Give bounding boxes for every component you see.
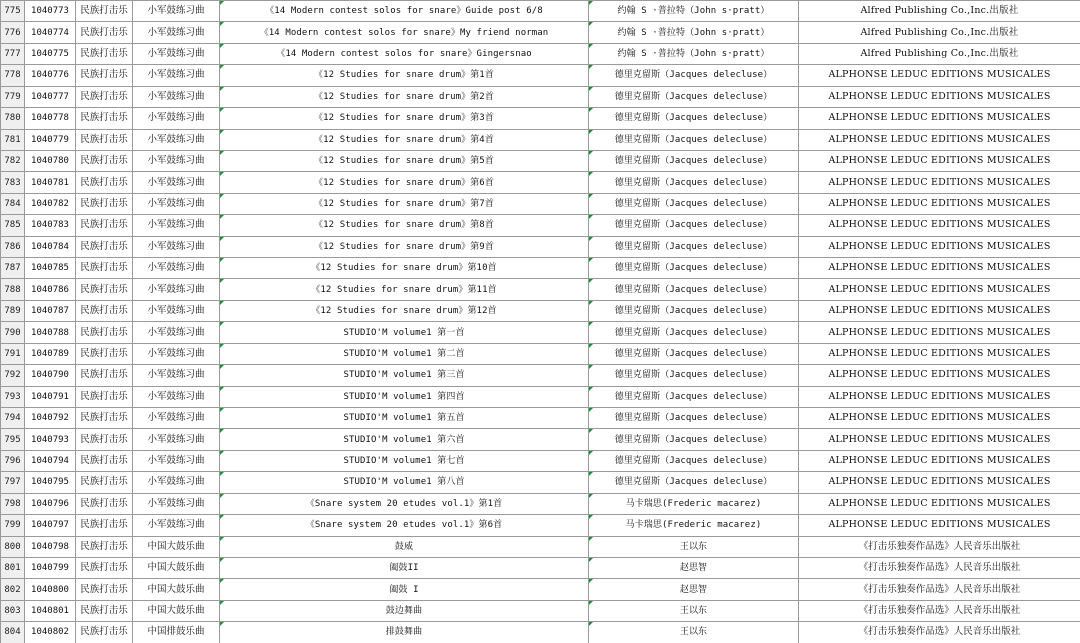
composer-cell[interactable]: 德里克留斯（Jacques delecluse） xyxy=(589,408,799,429)
subcategory-cell[interactable]: 小军鼓练习曲 xyxy=(133,236,220,257)
title-cell[interactable]: 《12 Studies for snare drum》第11首 xyxy=(220,279,589,300)
composer-cell[interactable]: 德里克留斯（Jacques delecluse） xyxy=(589,279,799,300)
title-cell[interactable]: 《12 Studies for snare drum》第1首 xyxy=(220,65,589,86)
category-cell[interactable]: 民族打击乐 xyxy=(76,622,133,643)
subcategory-cell[interactable]: 小军鼓练习曲 xyxy=(133,22,220,43)
table-row xyxy=(1,322,1080,343)
title-cell[interactable]: STUDIO'M volume1 第七首 xyxy=(220,450,589,471)
row-number-cell[interactable]: 787 xyxy=(1,258,25,279)
publisher-cell[interactable]: Alfred Publishing Co.,Inc.出版社 xyxy=(799,1,1080,22)
subcategory-cell[interactable]: 小军鼓练习曲 xyxy=(133,215,220,236)
subcategory-cell[interactable]: 中国大鼓乐曲 xyxy=(133,600,220,621)
subcategory-cell[interactable]: 小军鼓练习曲 xyxy=(133,365,220,386)
composer-cell[interactable]: 马卡瑞思(Frederic macarez) xyxy=(589,515,799,536)
title-cell[interactable]: 《12 Studies for snare drum》第2首 xyxy=(220,86,589,107)
composer-cell[interactable]: 马卡瑞思(Frederic macarez) xyxy=(589,493,799,514)
subcategory-cell[interactable]: 小军鼓练习曲 xyxy=(133,258,220,279)
composer-cell[interactable]: 赵思智 xyxy=(589,557,799,578)
row-number-cell[interactable]: 793 xyxy=(1,386,25,407)
subcategory-cell[interactable]: 小军鼓练习曲 xyxy=(133,1,220,22)
row-number-cell[interactable]: 795 xyxy=(1,429,25,450)
subcategory-cell[interactable]: 小军鼓练习曲 xyxy=(133,86,220,107)
publisher-cell[interactable]: 《打击乐独奏作品选》人民音乐出版社 xyxy=(799,557,1080,578)
category-cell[interactable]: 民族打击乐 xyxy=(76,557,133,578)
publisher-cell[interactable]: ALPHONSE LEDUC EDITIONS MUSICALES xyxy=(799,450,1080,471)
publisher-cell[interactable]: ALPHONSE LEDUC EDITIONS MUSICALES xyxy=(799,515,1080,536)
category-cell[interactable]: 民族打击乐 xyxy=(76,386,133,407)
title-cell[interactable]: 《12 Studies for snare drum》第7首 xyxy=(220,193,589,214)
subcategory-cell[interactable]: 小军鼓练习曲 xyxy=(133,343,220,364)
publisher-cell[interactable]: ALPHONSE LEDUC EDITIONS MUSICALES xyxy=(799,258,1080,279)
table-row xyxy=(1,236,1080,257)
category-cell[interactable]: 民族打击乐 xyxy=(76,215,133,236)
publisher-cell[interactable]: ALPHONSE LEDUC EDITIONS MUSICALES xyxy=(799,386,1080,407)
publisher-cell[interactable]: ALPHONSE LEDUC EDITIONS MUSICALES xyxy=(799,236,1080,257)
title-cell[interactable]: 阖鼓II xyxy=(220,557,589,578)
publisher-cell[interactable]: 《打击乐独奏作品选》人民音乐出版社 xyxy=(799,579,1080,600)
category-cell[interactable]: 民族打击乐 xyxy=(76,343,133,364)
row-number-cell[interactable]: 780 xyxy=(1,108,25,129)
table-row xyxy=(1,108,1080,129)
composer-cell[interactable]: 王以东 xyxy=(589,600,799,621)
table-row xyxy=(1,429,1080,450)
subcategory-cell[interactable]: 小军鼓练习曲 xyxy=(133,322,220,343)
publisher-cell[interactable]: 《打击乐独奏作品选》人民音乐出版社 xyxy=(799,600,1080,621)
subcategory-cell[interactable]: 小军鼓练习曲 xyxy=(133,472,220,493)
composer-cell[interactable]: 德里克留斯（Jacques delecluse） xyxy=(589,129,799,150)
category-cell[interactable]: 民族打击乐 xyxy=(76,258,133,279)
composer-cell[interactable]: 德里克留斯（Jacques delecluse） xyxy=(589,215,799,236)
row-number-cell[interactable]: 775 xyxy=(1,1,25,22)
composer-cell[interactable]: 德里克留斯（Jacques delecluse） xyxy=(589,450,799,471)
composer-cell[interactable]: 约翰 S ·普拉特（John s·pratt） xyxy=(589,22,799,43)
subcategory-cell[interactable]: 小军鼓练习曲 xyxy=(133,515,220,536)
item-id-cell[interactable]: 1040801 xyxy=(25,600,76,621)
row-number-cell[interactable]: 777 xyxy=(1,43,25,64)
category-cell[interactable]: 民族打击乐 xyxy=(76,600,133,621)
category-cell[interactable]: 民族打击乐 xyxy=(76,536,133,557)
item-id-cell[interactable]: 1040779 xyxy=(25,129,76,150)
category-cell[interactable]: 民族打击乐 xyxy=(76,108,133,129)
row-number-cell[interactable]: 801 xyxy=(1,557,25,578)
publisher-cell[interactable]: ALPHONSE LEDUC EDITIONS MUSICALES xyxy=(799,343,1080,364)
item-id-cell[interactable]: 1040775 xyxy=(25,43,76,64)
title-cell[interactable]: STUDIO'M volume1 第三首 xyxy=(220,365,589,386)
row-number-cell[interactable]: 800 xyxy=(1,536,25,557)
subcategory-cell[interactable]: 小军鼓练习曲 xyxy=(133,450,220,471)
composer-cell[interactable]: 王以东 xyxy=(589,622,799,643)
composer-cell[interactable]: 约翰 S ·普拉特（John s·pratt） xyxy=(589,43,799,64)
row-number-cell[interactable]: 799 xyxy=(1,515,25,536)
item-id-cell[interactable]: 1040777 xyxy=(25,86,76,107)
item-id-cell[interactable]: 1040782 xyxy=(25,193,76,214)
title-cell[interactable]: 《Snare system 20 etudes vol.1》第6首 xyxy=(220,515,589,536)
publisher-cell[interactable]: ALPHONSE LEDUC EDITIONS MUSICALES xyxy=(799,172,1080,193)
subcategory-cell[interactable]: 小军鼓练习曲 xyxy=(133,408,220,429)
composer-cell[interactable]: 德里克留斯（Jacques delecluse） xyxy=(589,258,799,279)
item-id-cell[interactable]: 1040788 xyxy=(25,322,76,343)
table-row xyxy=(1,279,1080,300)
composer-cell[interactable]: 德里克留斯（Jacques delecluse） xyxy=(589,150,799,171)
subcategory-cell[interactable]: 小军鼓练习曲 xyxy=(133,129,220,150)
table-row xyxy=(1,193,1080,214)
category-cell[interactable]: 民族打击乐 xyxy=(76,300,133,321)
category-cell[interactable]: 民族打击乐 xyxy=(76,65,133,86)
item-id-cell[interactable]: 1040794 xyxy=(25,450,76,471)
title-cell[interactable]: STUDIO'M volume1 第四首 xyxy=(220,386,589,407)
table-row xyxy=(1,600,1080,621)
category-cell[interactable]: 民族打击乐 xyxy=(76,43,133,64)
title-cell[interactable]: 《12 Studies for snare drum》第5首 xyxy=(220,150,589,171)
table-row xyxy=(1,43,1080,64)
title-cell[interactable]: 《Snare system 20 etudes vol.1》第1首 xyxy=(220,493,589,514)
composer-cell[interactable]: 德里克留斯（Jacques delecluse） xyxy=(589,300,799,321)
row-number-cell[interactable]: 784 xyxy=(1,193,25,214)
row-number-cell[interactable]: 789 xyxy=(1,300,25,321)
item-id-cell[interactable]: 1040802 xyxy=(25,622,76,643)
title-cell[interactable]: 《12 Studies for snare drum》第6首 xyxy=(220,172,589,193)
publisher-cell[interactable]: ALPHONSE LEDUC EDITIONS MUSICALES xyxy=(799,108,1080,129)
item-id-cell[interactable]: 1040799 xyxy=(25,557,76,578)
item-id-cell[interactable]: 1040774 xyxy=(25,22,76,43)
publisher-cell[interactable]: ALPHONSE LEDUC EDITIONS MUSICALES xyxy=(799,408,1080,429)
row-number-cell[interactable]: 778 xyxy=(1,65,25,86)
table-row xyxy=(1,493,1080,514)
title-cell[interactable]: STUDIO'M volume1 第八首 xyxy=(220,472,589,493)
publisher-cell[interactable]: ALPHONSE LEDUC EDITIONS MUSICALES xyxy=(799,429,1080,450)
category-cell[interactable]: 民族打击乐 xyxy=(76,150,133,171)
row-number-cell[interactable]: 788 xyxy=(1,279,25,300)
table-row xyxy=(1,86,1080,107)
row-number-cell[interactable]: 803 xyxy=(1,600,25,621)
item-id-cell[interactable]: 1040785 xyxy=(25,258,76,279)
table-row xyxy=(1,557,1080,578)
publisher-cell[interactable]: ALPHONSE LEDUC EDITIONS MUSICALES xyxy=(799,129,1080,150)
composer-cell[interactable]: 德里克留斯（Jacques delecluse） xyxy=(589,86,799,107)
item-id-cell[interactable]: 1040783 xyxy=(25,215,76,236)
composer-cell[interactable]: 德里克留斯（Jacques delecluse） xyxy=(589,429,799,450)
item-id-cell[interactable]: 1040793 xyxy=(25,429,76,450)
table-row xyxy=(1,343,1080,364)
publisher-cell[interactable]: ALPHONSE LEDUC EDITIONS MUSICALES xyxy=(799,150,1080,171)
subcategory-cell[interactable]: 小军鼓练习曲 xyxy=(133,386,220,407)
subcategory-cell[interactable]: 中国排鼓乐曲 xyxy=(133,622,220,643)
item-id-cell[interactable]: 1040797 xyxy=(25,515,76,536)
category-cell[interactable]: 民族打击乐 xyxy=(76,236,133,257)
subcategory-cell[interactable]: 小军鼓练习曲 xyxy=(133,43,220,64)
item-id-cell[interactable]: 1040776 xyxy=(25,65,76,86)
row-number-cell[interactable]: 794 xyxy=(1,408,25,429)
category-cell[interactable]: 民族打击乐 xyxy=(76,172,133,193)
subcategory-cell[interactable]: 小军鼓练习曲 xyxy=(133,429,220,450)
table-row xyxy=(1,515,1080,536)
category-cell[interactable]: 民族打击乐 xyxy=(76,450,133,471)
composer-cell[interactable]: 约翰 S ·普拉特（John s·pratt） xyxy=(589,1,799,22)
title-cell[interactable]: 《12 Studies for snare drum》第10首 xyxy=(220,258,589,279)
title-cell[interactable]: STUDIO'M volume1 第二首 xyxy=(220,343,589,364)
publisher-cell[interactable]: Alfred Publishing Co.,Inc.出版社 xyxy=(799,22,1080,43)
publisher-cell[interactable]: Alfred Publishing Co.,Inc.出版社 xyxy=(799,43,1080,64)
category-cell[interactable]: 民族打击乐 xyxy=(76,22,133,43)
publisher-cell[interactable]: ALPHONSE LEDUC EDITIONS MUSICALES xyxy=(799,86,1080,107)
table-row xyxy=(1,472,1080,493)
item-id-cell[interactable]: 1040789 xyxy=(25,343,76,364)
category-cell[interactable]: 民族打击乐 xyxy=(76,193,133,214)
category-cell[interactable]: 民族打击乐 xyxy=(76,129,133,150)
row-number-cell[interactable]: 786 xyxy=(1,236,25,257)
category-cell[interactable]: 民族打击乐 xyxy=(76,365,133,386)
category-cell[interactable]: 民族打击乐 xyxy=(76,429,133,450)
table-row xyxy=(1,386,1080,407)
composer-cell[interactable]: 德里克留斯（Jacques delecluse） xyxy=(589,343,799,364)
title-cell[interactable]: 《14 Modern contest solos for snare》Gingersnao xyxy=(220,43,589,64)
subcategory-cell[interactable]: 中国大鼓乐曲 xyxy=(133,536,220,557)
composer-cell[interactable]: 赵思智 xyxy=(589,579,799,600)
composer-cell[interactable]: 德里克留斯（Jacques delecluse） xyxy=(589,472,799,493)
item-id-cell[interactable]: 1040792 xyxy=(25,408,76,429)
composer-cell[interactable]: 德里克留斯（Jacques delecluse） xyxy=(589,172,799,193)
title-cell[interactable]: STUDIO'M volume1 第一首 xyxy=(220,322,589,343)
category-cell[interactable]: 民族打击乐 xyxy=(76,515,133,536)
publisher-cell[interactable]: ALPHONSE LEDUC EDITIONS MUSICALES xyxy=(799,472,1080,493)
composer-cell[interactable]: 德里克留斯（Jacques delecluse） xyxy=(589,365,799,386)
item-id-cell[interactable]: 1040780 xyxy=(25,150,76,171)
publisher-cell[interactable]: ALPHONSE LEDUC EDITIONS MUSICALES xyxy=(799,279,1080,300)
item-id-cell[interactable]: 1040790 xyxy=(25,365,76,386)
category-cell[interactable]: 民族打击乐 xyxy=(76,1,133,22)
publisher-cell[interactable]: 《打击乐独奏作品选》人民音乐出版社 xyxy=(799,536,1080,557)
row-number-cell[interactable]: 797 xyxy=(1,472,25,493)
category-cell[interactable]: 民族打击乐 xyxy=(76,408,133,429)
subcategory-cell[interactable]: 小军鼓练习曲 xyxy=(133,300,220,321)
subcategory-cell[interactable]: 小军鼓练习曲 xyxy=(133,193,220,214)
category-cell[interactable]: 民族打击乐 xyxy=(76,579,133,600)
item-id-cell[interactable]: 1040786 xyxy=(25,279,76,300)
table-row xyxy=(1,150,1080,171)
table-row xyxy=(1,258,1080,279)
title-cell[interactable]: 《12 Studies for snare drum》第4首 xyxy=(220,129,589,150)
item-id-cell[interactable]: 1040781 xyxy=(25,172,76,193)
category-cell[interactable]: 民族打击乐 xyxy=(76,279,133,300)
title-cell[interactable]: 《14 Modern contest solos for snare》Guide post 6/8 xyxy=(220,1,589,22)
title-cell[interactable]: 《12 Studies for snare drum》第12首 xyxy=(220,300,589,321)
item-id-cell[interactable]: 1040791 xyxy=(25,386,76,407)
table-row xyxy=(1,579,1080,600)
item-id-cell[interactable]: 1040800 xyxy=(25,579,76,600)
publisher-cell[interactable]: ALPHONSE LEDUC EDITIONS MUSICALES xyxy=(799,193,1080,214)
title-cell[interactable]: 《14 Modern contest solos for snare》My friend norman xyxy=(220,22,589,43)
composer-cell[interactable]: 德里克留斯（Jacques delecluse） xyxy=(589,386,799,407)
table-row xyxy=(1,365,1080,386)
composer-cell[interactable]: 德里克留斯（Jacques delecluse） xyxy=(589,236,799,257)
category-cell[interactable]: 民族打击乐 xyxy=(76,472,133,493)
table-row xyxy=(1,408,1080,429)
table-row xyxy=(1,1,1080,22)
table-body xyxy=(1,1,1080,643)
subcategory-cell[interactable]: 中国大鼓乐曲 xyxy=(133,579,220,600)
subcategory-cell[interactable]: 小军鼓练习曲 xyxy=(133,108,220,129)
item-id-cell[interactable]: 1040784 xyxy=(25,236,76,257)
item-id-cell[interactable]: 1040798 xyxy=(25,536,76,557)
category-cell[interactable]: 民族打击乐 xyxy=(76,493,133,514)
subcategory-cell[interactable]: 小军鼓练习曲 xyxy=(133,150,220,171)
item-id-cell[interactable]: 1040773 xyxy=(25,1,76,22)
item-id-cell[interactable]: 1040778 xyxy=(25,108,76,129)
title-cell[interactable]: 阖鼓 I xyxy=(220,579,589,600)
item-id-cell[interactable]: 1040795 xyxy=(25,472,76,493)
row-number-cell[interactable]: 804 xyxy=(1,622,25,643)
item-id-cell[interactable]: 1040796 xyxy=(25,493,76,514)
title-cell[interactable]: 《12 Studies for snare drum》第9首 xyxy=(220,236,589,257)
subcategory-cell[interactable]: 小军鼓练习曲 xyxy=(133,493,220,514)
composer-cell[interactable]: 德里克留斯（Jacques delecluse） xyxy=(589,322,799,343)
row-number-cell[interactable]: 791 xyxy=(1,343,25,364)
subcategory-cell[interactable]: 小军鼓练习曲 xyxy=(133,65,220,86)
table-row xyxy=(1,300,1080,321)
row-number-cell[interactable]: 796 xyxy=(1,450,25,471)
item-id-cell[interactable]: 1040787 xyxy=(25,300,76,321)
table-row xyxy=(1,622,1080,643)
row-number-cell[interactable]: 792 xyxy=(1,365,25,386)
category-cell[interactable]: 民族打击乐 xyxy=(76,86,133,107)
publisher-cell[interactable]: ALPHONSE LEDUC EDITIONS MUSICALES xyxy=(799,322,1080,343)
title-cell[interactable]: 《12 Studies for snare drum》第3首 xyxy=(220,108,589,129)
title-cell[interactable]: 排鼓舞曲 xyxy=(220,622,589,643)
publisher-cell[interactable]: ALPHONSE LEDUC EDITIONS MUSICALES xyxy=(799,65,1080,86)
title-cell[interactable]: 鼓边舞曲 xyxy=(220,600,589,621)
row-number-cell[interactable]: 779 xyxy=(1,86,25,107)
table-row xyxy=(1,536,1080,557)
table-row xyxy=(1,65,1080,86)
publisher-cell[interactable]: ALPHONSE LEDUC EDITIONS MUSICALES xyxy=(799,493,1080,514)
table-row xyxy=(1,129,1080,150)
row-number-cell[interactable]: 783 xyxy=(1,172,25,193)
row-number-cell[interactable]: 782 xyxy=(1,150,25,171)
row-number-cell[interactable]: 781 xyxy=(1,129,25,150)
table-row xyxy=(1,22,1080,43)
row-number-cell[interactable]: 790 xyxy=(1,322,25,343)
title-cell[interactable]: 《12 Studies for snare drum》第8首 xyxy=(220,215,589,236)
title-cell[interactable]: STUDIO'M volume1 第五首 xyxy=(220,408,589,429)
title-cell[interactable]: 鼓威 xyxy=(220,536,589,557)
publisher-cell[interactable]: ALPHONSE LEDUC EDITIONS MUSICALES xyxy=(799,300,1080,321)
publisher-cell[interactable]: ALPHONSE LEDUC EDITIONS MUSICALES xyxy=(799,365,1080,386)
table-row xyxy=(1,172,1080,193)
row-number-cell[interactable]: 798 xyxy=(1,493,25,514)
row-number-cell[interactable]: 776 xyxy=(1,22,25,43)
subcategory-cell[interactable]: 小军鼓练习曲 xyxy=(133,172,220,193)
composer-cell[interactable]: 德里克留斯（Jacques delecluse） xyxy=(589,65,799,86)
composer-cell[interactable]: 德里克留斯（Jacques delecluse） xyxy=(589,193,799,214)
category-cell[interactable]: 民族打击乐 xyxy=(76,322,133,343)
publisher-cell[interactable]: ALPHONSE LEDUC EDITIONS MUSICALES xyxy=(799,215,1080,236)
subcategory-cell[interactable]: 小军鼓练习曲 xyxy=(133,279,220,300)
composer-cell[interactable]: 德里克留斯（Jacques delecluse） xyxy=(589,108,799,129)
row-number-cell[interactable]: 785 xyxy=(1,215,25,236)
title-cell[interactable]: STUDIO'M volume1 第六首 xyxy=(220,429,589,450)
table-row xyxy=(1,215,1080,236)
composer-cell[interactable]: 王以东 xyxy=(589,536,799,557)
publisher-cell[interactable]: 《打击乐独奏作品选》人民音乐出版社 xyxy=(799,622,1080,643)
table-row xyxy=(1,450,1080,471)
subcategory-cell[interactable]: 中国大鼓乐曲 xyxy=(133,557,220,578)
row-number-cell[interactable]: 802 xyxy=(1,579,25,600)
